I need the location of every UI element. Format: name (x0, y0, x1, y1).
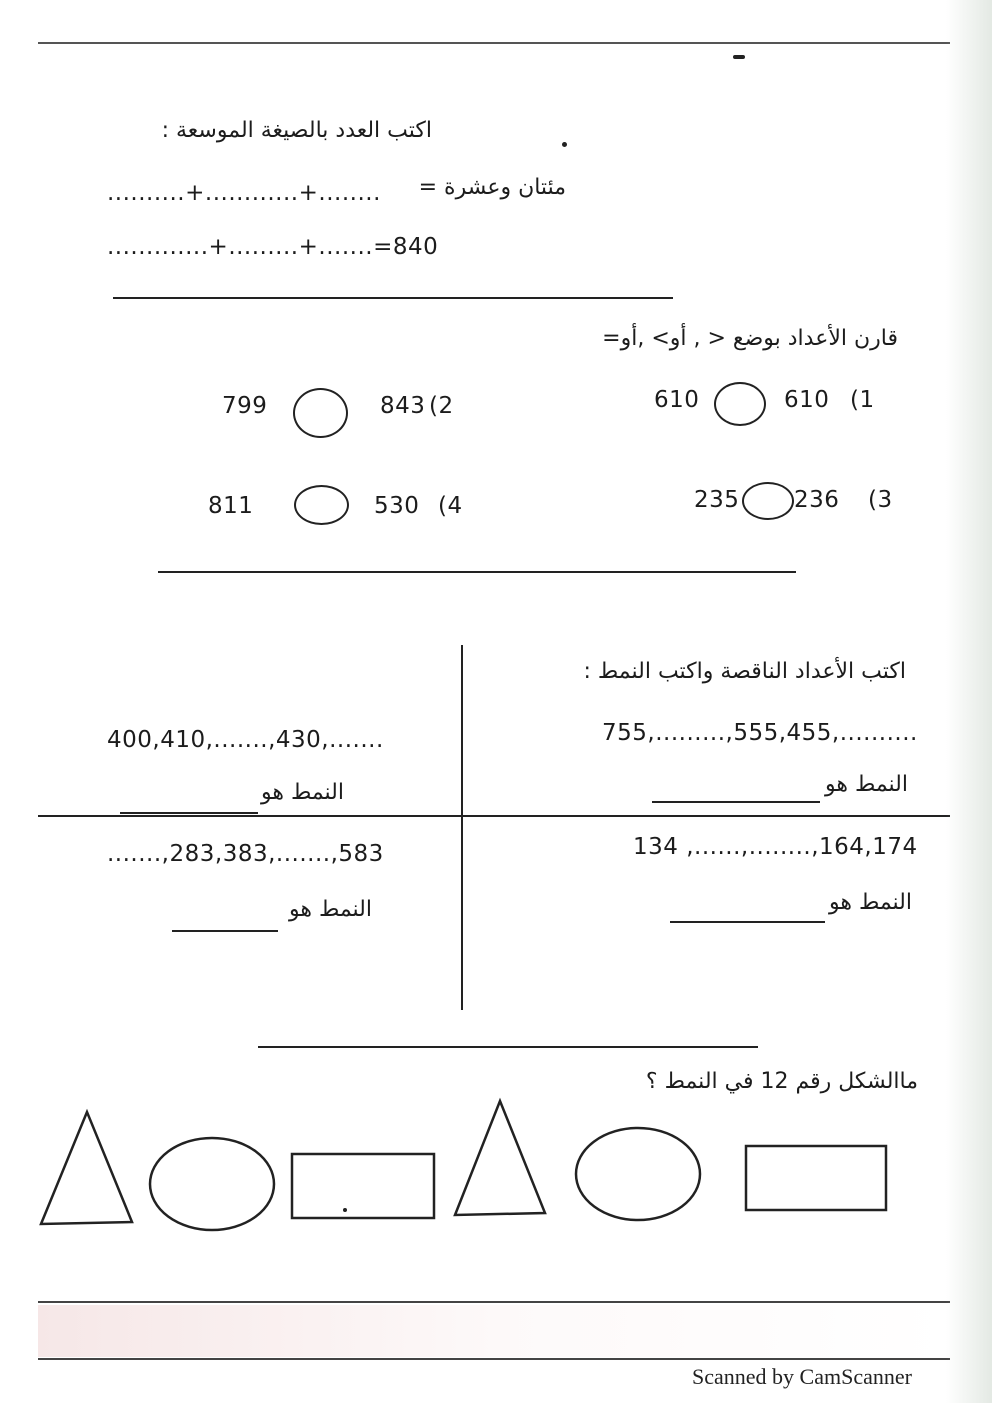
pattern-label-1: النمط هو (824, 772, 908, 797)
bullet-dot (562, 142, 567, 147)
expanded-form-words: مئتان وعشرة = (418, 175, 566, 200)
scanner-watermark: Scanned by CamScanner (692, 1364, 912, 1389)
missing-numbers-title: اكتب الأعداد الناقصة واكتب النمط : (583, 659, 906, 684)
compare-right-number-4: 811 (208, 493, 254, 519)
compare-right-number-1: 610 (654, 387, 700, 413)
compare-left-number-3: 236 (794, 487, 840, 513)
compare-left-number-4: 530 (374, 493, 420, 519)
expanded-form-line-2[interactable]: .............+.........+.......=840 (107, 234, 439, 260)
page-edge-shadow (946, 0, 992, 1403)
pattern-answer-line-4[interactable] (172, 926, 278, 932)
pattern-label-4: النمط هو (288, 897, 372, 922)
ink-dot (343, 1208, 347, 1212)
shape-triangle-2 (455, 1101, 545, 1215)
grid-vertical-line (461, 645, 463, 1010)
pattern-label-3: النمط هو (828, 890, 912, 915)
shape-circle-2 (576, 1128, 700, 1220)
grid-horizontal-line (38, 815, 950, 817)
expanded-form-blanks-1[interactable]: ..........+............+........ (107, 180, 381, 206)
expanded-form-title: اكتب العدد بالصيغة الموسعة : (161, 118, 432, 143)
compare-answer-circle-2[interactable] (293, 388, 348, 438)
sequence-2[interactable]: 400,410,.......,430,....... (107, 727, 384, 753)
compare-label-3: (3 (868, 487, 893, 513)
compare-label-2: (2 (429, 393, 454, 419)
shape-rectangle-2 (746, 1146, 886, 1210)
compare-right-number-3: 235 (694, 487, 740, 513)
shape-triangle-1 (41, 1112, 132, 1224)
compare-answer-circle-3[interactable] (742, 482, 794, 520)
sequence-4[interactable]: .......,283,383,.......,583 (107, 841, 384, 867)
pattern-answer-line-3[interactable] (670, 917, 825, 923)
compare-answer-circle-1[interactable] (714, 382, 766, 426)
compare-left-number-2: 843 (380, 393, 426, 419)
compare-answer-circle-4[interactable] (294, 485, 349, 525)
shape-pattern-row (0, 1090, 992, 1240)
section-divider-3 (258, 1046, 758, 1048)
shape-circle-1 (150, 1138, 274, 1230)
bottom-border-line-1 (38, 1301, 950, 1303)
bottom-smudge (38, 1305, 950, 1357)
compare-label-4: (4 (438, 493, 463, 519)
bottom-border-line-2 (38, 1358, 950, 1360)
shape-rectangle-1 (292, 1154, 434, 1218)
compare-label-1: (1 (850, 387, 875, 413)
pattern-answer-line-2[interactable] (120, 808, 258, 814)
top-border-line (38, 42, 950, 44)
compare-right-number-2: 799 (222, 393, 268, 419)
sequence-3[interactable]: 134 ,......,........,164,174 (633, 834, 918, 860)
compare-title: قارن الأعداد بوضع < , أو> ,أو= (602, 326, 898, 351)
compare-left-number-1: 610 (784, 387, 830, 413)
ink-mark (733, 55, 745, 59)
pattern-answer-line-1[interactable] (652, 797, 820, 803)
pattern-label-2: النمط هو (260, 780, 344, 805)
shape-pattern-question: ماالشكل رقم 12 في النمط ؟ (645, 1069, 918, 1094)
sequence-1[interactable]: 755,.........,555,455,.......... (602, 720, 918, 746)
section-divider-1 (113, 297, 673, 299)
section-divider-2 (158, 571, 796, 573)
